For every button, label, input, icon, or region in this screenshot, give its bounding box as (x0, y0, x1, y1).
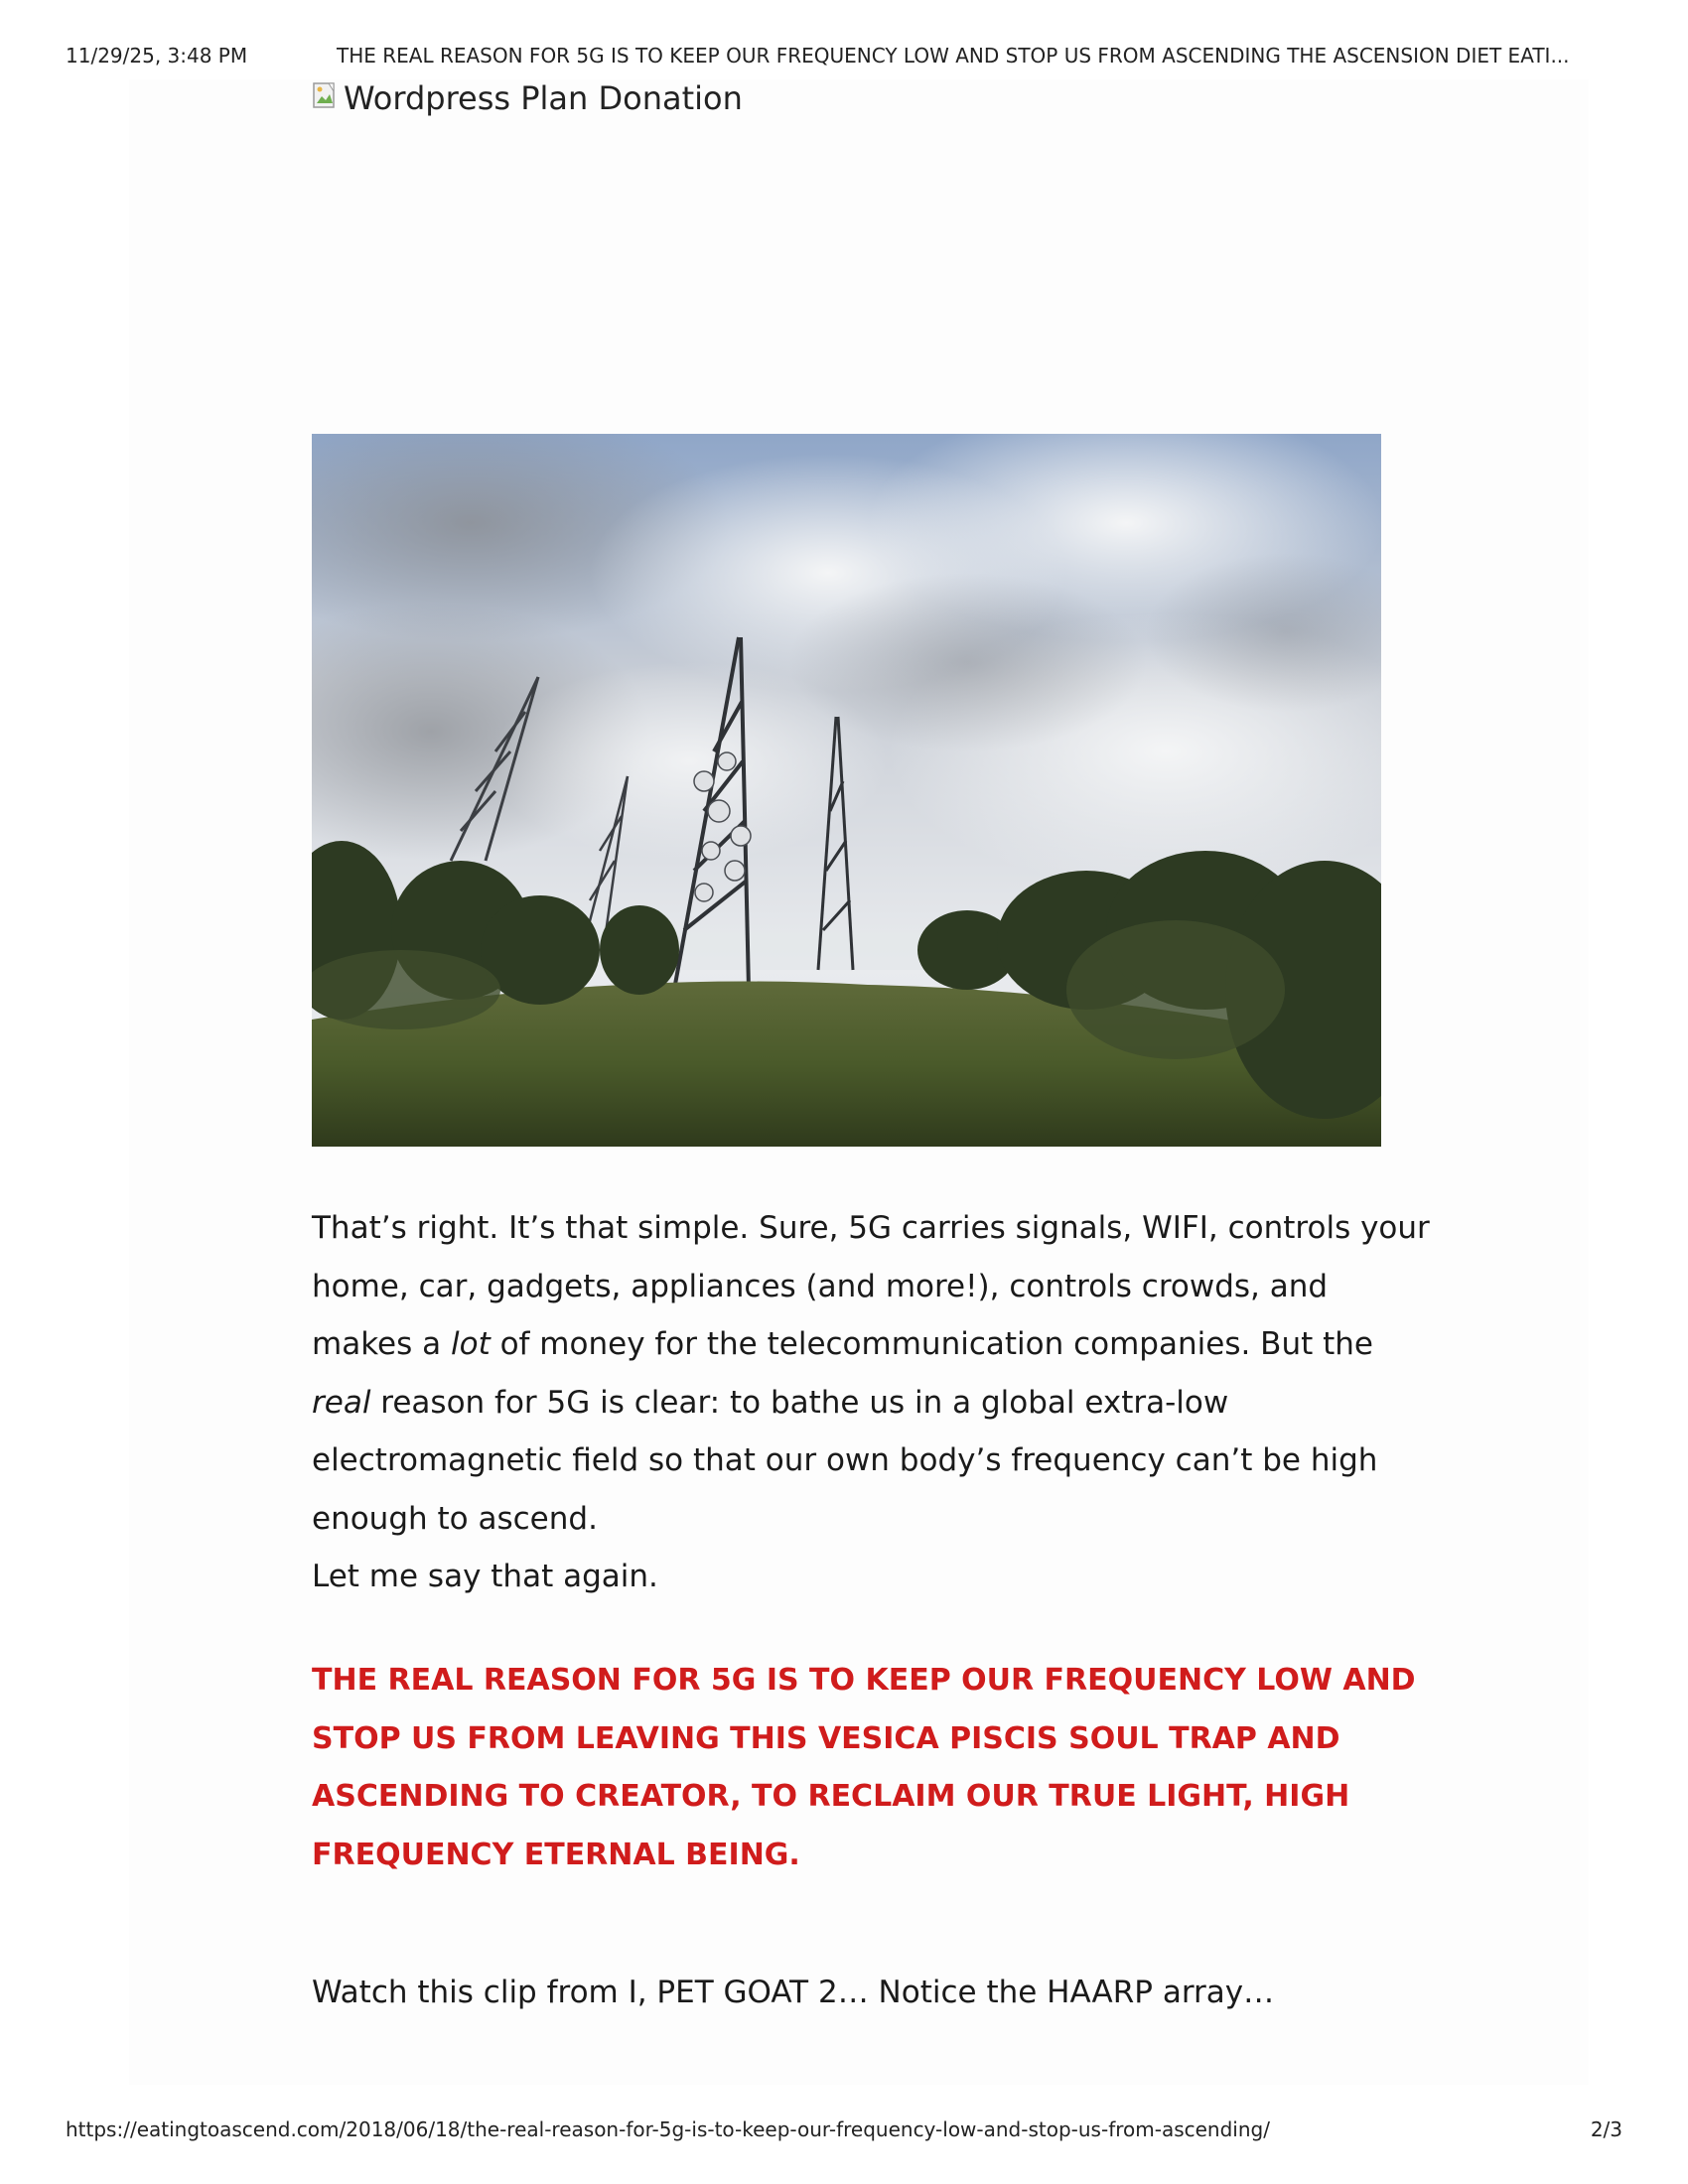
article-paragraph (312, 1199, 1430, 1606)
print-page-title: THE REAL REASON FOR 5G IS TO KEEP OUR FREQUENCY LOW AND STOP US FROM ASCENDING THE ASCENSION DIET EATI... (337, 44, 1570, 68)
emphasis-real: real (312, 1384, 371, 1421)
paragraph-line: That’s right. It’s that simple. Sure, 5G carries signals, WIFI, controls your (312, 1210, 1430, 1246)
broken-image-alt-text: Wordpress Plan Donation (344, 79, 743, 117)
cell-towers-photo (312, 434, 1381, 1147)
callout-line: FREQUENCY ETERNAL BEING. (312, 1837, 800, 1872)
text-segment: of money for the telecommunication companies. But the (490, 1326, 1373, 1362)
print-url: https://eatingtoascend.com/2018/06/18/the-real-reason-for-5g-is-to-keep-our-frequency-low-and-stop-us-from-ascending/ (66, 2117, 1270, 2141)
callout-line: THE REAL REASON FOR 5G IS TO KEEP OUR FREQUENCY LOW AND (312, 1663, 1416, 1698)
cell-towers-photo-graphic (312, 434, 1381, 1147)
paragraph-line: electromagnetic field so that our own body’s frequency can’t be high (312, 1442, 1378, 1478)
paragraph-line: home, car, gadgets, appliances (and more!), controls crowds, and (312, 1268, 1329, 1304)
paragraph-line (312, 1374, 1404, 1433)
callout-line: ASCENDING TO CREATOR, TO RECLAIM OUR TRUE LIGHT, HIGH (312, 1779, 1350, 1814)
callout-line: STOP US FROM LEAVING THIS VESICA PISCIS SOUL TRAP AND (312, 1720, 1340, 1756)
emphasis-lot: lot (450, 1326, 491, 1362)
print-header (66, 44, 1622, 73)
paragraph-line: enough to ascend. (312, 1500, 598, 1537)
red-callout-heading (312, 1652, 1416, 1884)
print-datetime: 11/29/25, 3:48 PM (66, 44, 248, 68)
paragraph-line: Let me say that again. (312, 1559, 658, 1594)
donation-image-link[interactable] (312, 79, 743, 117)
watch-clip-paragraph: Watch this clip from I, PET GOAT 2… Notice the HAARP array… (312, 1975, 1275, 2010)
page-number: 2/3 (1590, 2117, 1622, 2141)
text-segment: reason for 5G is clear: to bathe us in a global extra-low (370, 1384, 1229, 1421)
article-body (312, 1199, 1430, 1606)
print-footer (66, 2117, 1622, 2147)
text-segment: makes a (312, 1326, 451, 1362)
broken-image-icon (312, 81, 342, 115)
paragraph-line (312, 1315, 1404, 1374)
